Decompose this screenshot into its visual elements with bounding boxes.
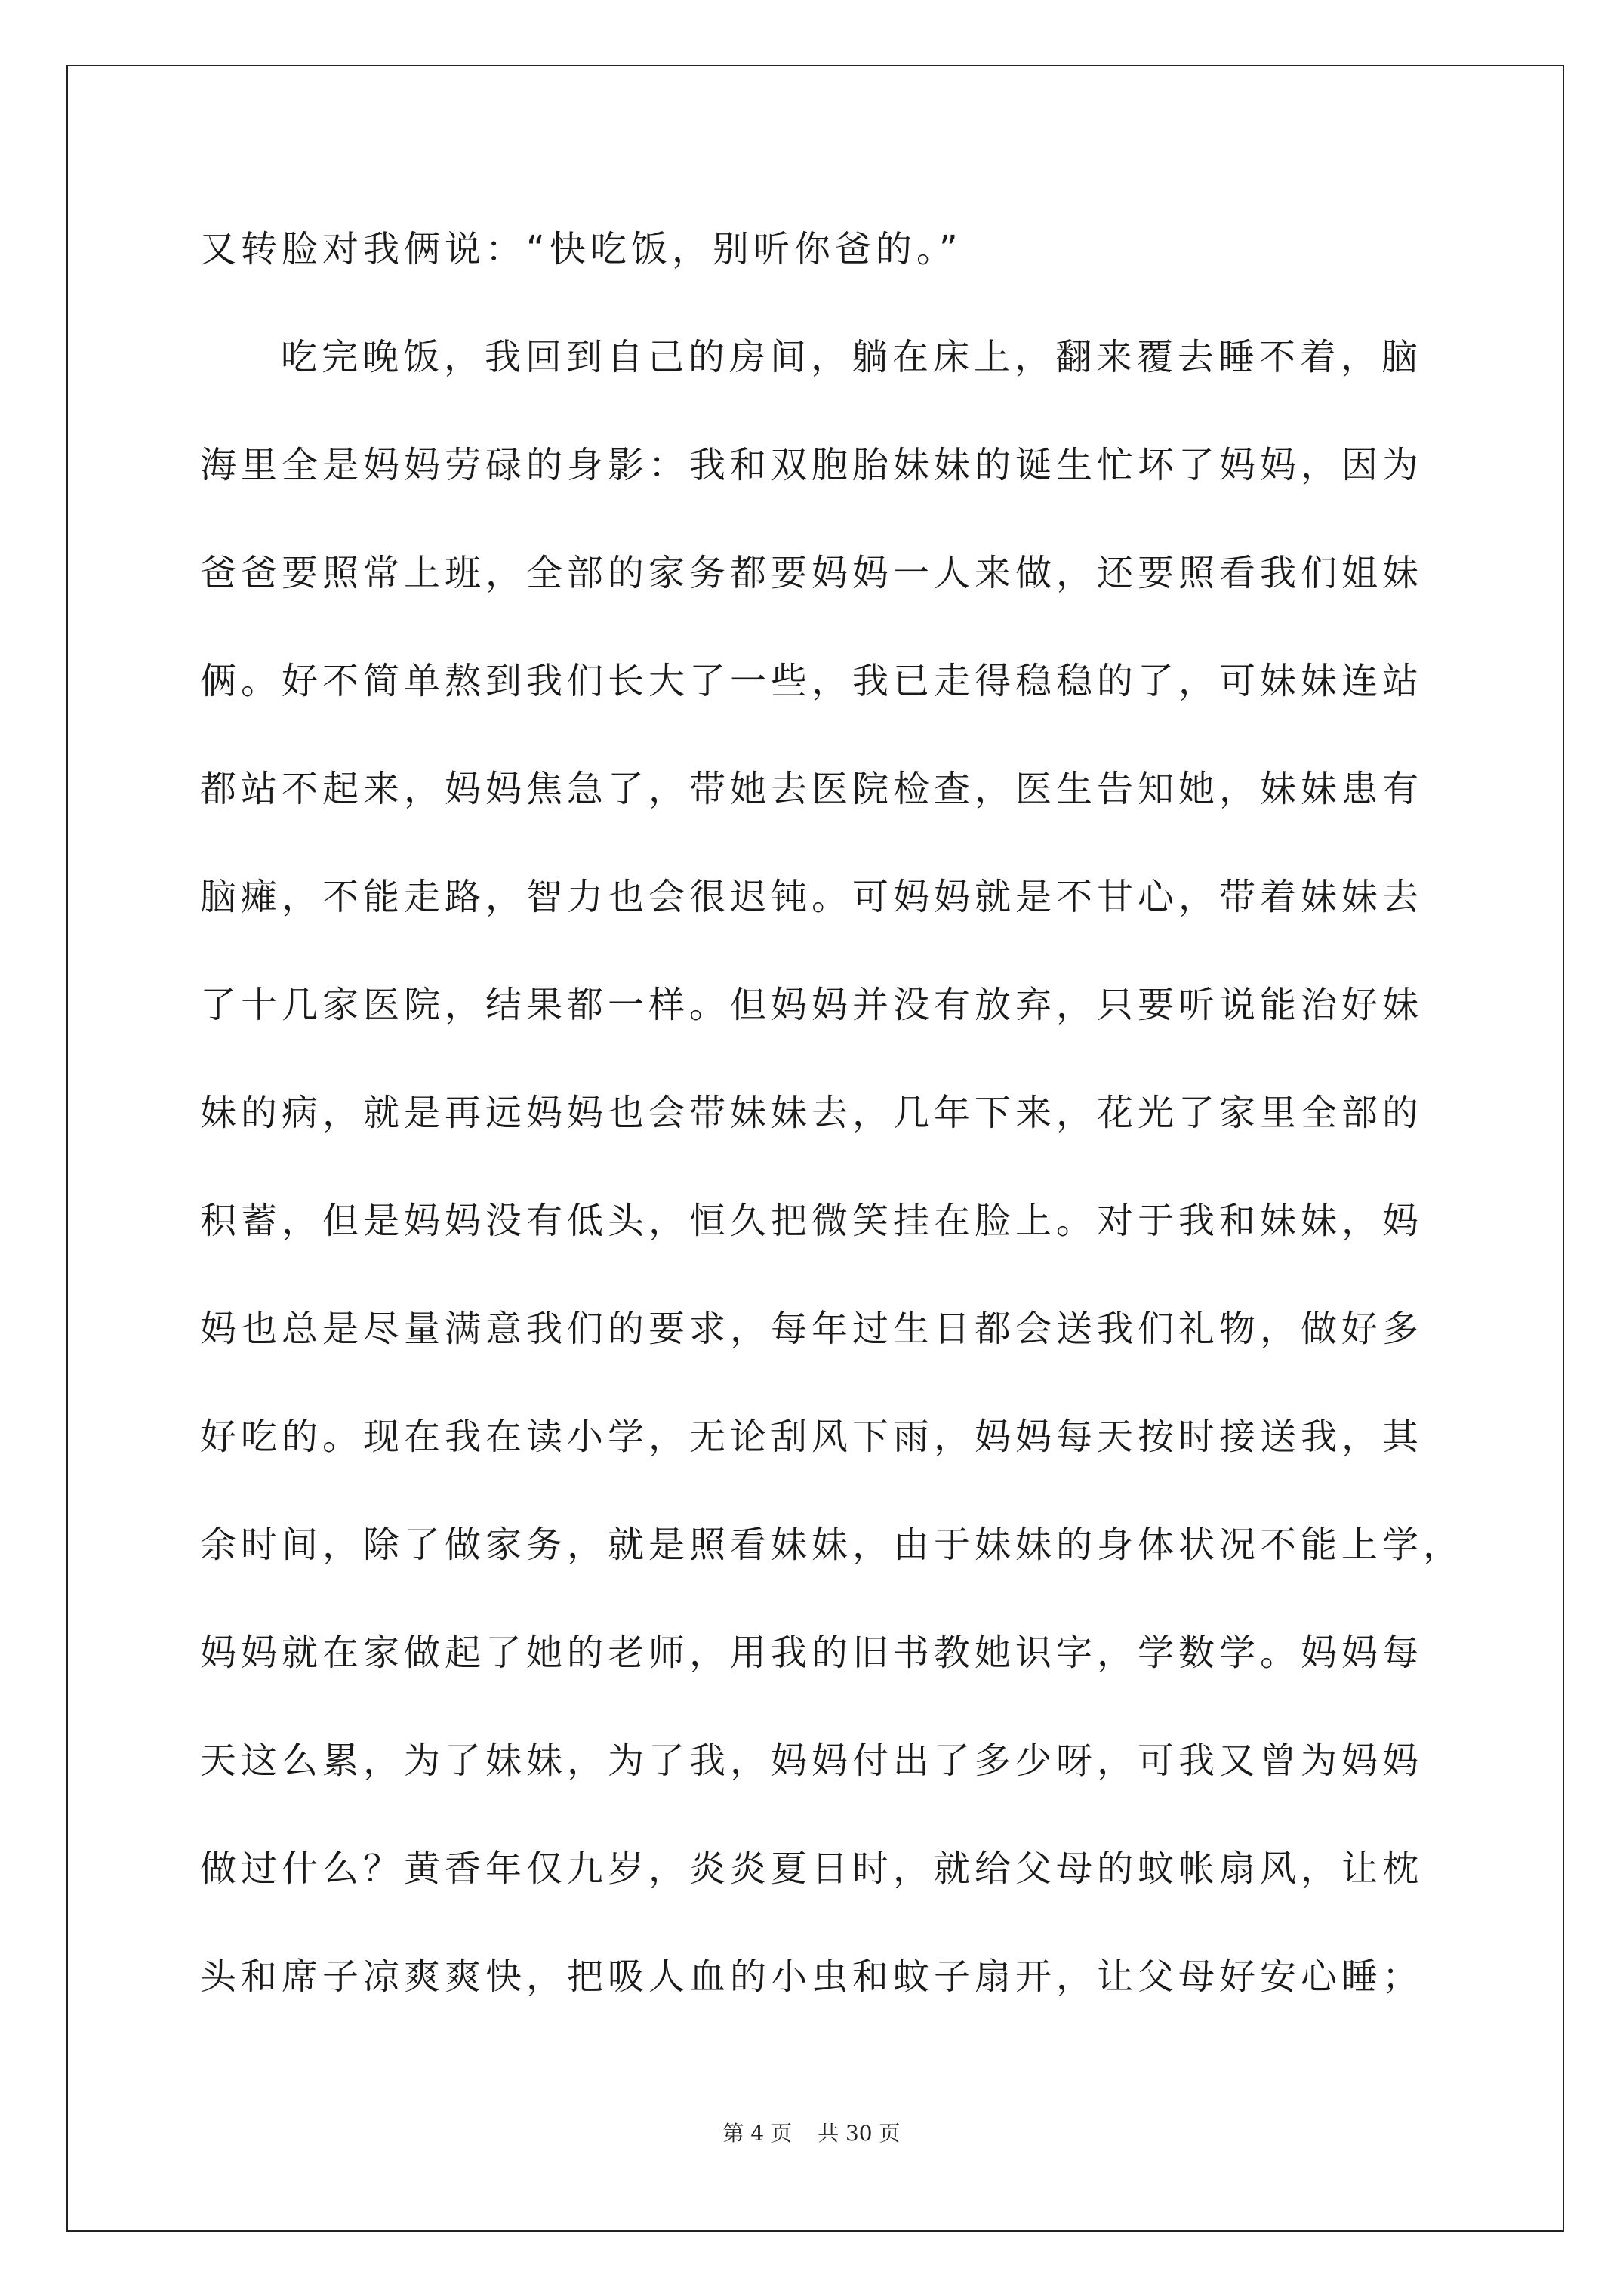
text-line: 了十几家医院，结果都一样。但妈妈并没有放弃，只要听说能治好妹 [200, 984, 1424, 1026]
page-total: 共 30 页 [818, 2121, 901, 2146]
page-number: 第 4 页 [722, 2121, 793, 2146]
text-line: 积蓄，但是妈妈没有低头，恒久把微笑挂在脸上。对于我和妹妹，妈 [200, 1200, 1424, 1242]
text-line: 余时间，除了做家务，就是照看妹妹，由于妹妹的身体状况不能上学， [200, 1524, 1464, 1566]
text-line: 好吃的。现在我在读小学，无论刮风下雨，妈妈每天按时接送我，其 [200, 1416, 1424, 1458]
paragraph-start-line: 吃完晚饭，我回到自己的房间，躺在床上，翻来覆去睡不着，脑 [281, 336, 1423, 378]
text-line: 头和席子凉爽爽快，把吸人血的小虫和蚊子扇开，让父母好安心睡； [200, 1955, 1424, 1998]
text-line: 都站不起来，妈妈焦急了，带她去医院检查，医生告知她，妹妹患有 [200, 768, 1424, 810]
text-line: 脑瘫，不能走路，智力也会很迟钝。可妈妈就是不甘心，带着妹妹去 [200, 876, 1424, 918]
text-line: 爸爸要照常上班，全部的家务都要妈妈一人来做，还要照看我们姐妹 [200, 552, 1424, 594]
text-line: 海里全是妈妈劳碌的身影：我和双胞胎妹妹的诞生忙坏了妈妈，因为 [200, 444, 1424, 486]
page-footer [0, 2119, 1623, 2149]
text-line: 天这么累，为了妹妹，为了我，妈妈付出了多少呀，可我又曾为妈妈 [200, 1740, 1424, 1782]
text-line: 俩。好不简单熬到我们长大了一些，我已走得稳稳的了，可妹妹连站 [200, 660, 1424, 702]
text-line: 又转脸对我俩说：“快吃饭，别听你爸的。” [200, 228, 962, 270]
text-line: 妈也总是尽量满意我们的要求，每年过生日都会送我们礼物，做好多 [200, 1308, 1424, 1350]
page-border [66, 65, 1564, 2232]
text-line: 做过什么？黄香年仅九岁，炎炎夏日时，就给父母的蚊帐扇风，让枕 [200, 1848, 1424, 1890]
text-line: 妈妈就在家做起了她的老师，用我的旧书教她识字，学数学。妈妈每 [200, 1632, 1424, 1674]
text-line: 妹的病，就是再远妈妈也会带妹妹去，几年下来，花光了家里全部的 [200, 1092, 1424, 1134]
